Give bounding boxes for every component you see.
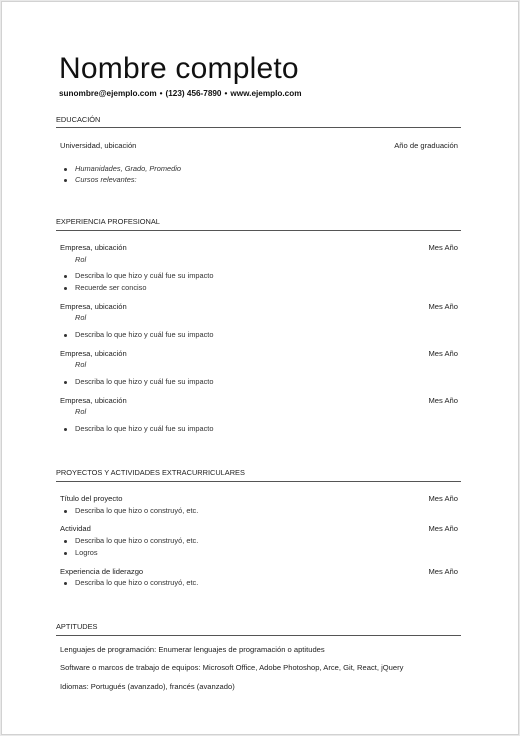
job-date: Mes Año (428, 243, 458, 252)
section-title-experience: EXPERIENCIA PROFESIONAL (56, 217, 160, 226)
job-role: Rol (75, 255, 87, 264)
separator: • (159, 89, 163, 98)
phone: (123) 456-7890 (165, 89, 222, 98)
list-item: Describa lo que hizo y cuál fue su impacto (75, 330, 214, 339)
project-date: Mes Año (428, 567, 458, 576)
company: Empresa, ubicación (60, 302, 127, 311)
company: Empresa, ubicación (60, 396, 127, 405)
graduation-date: Año de graduación (394, 141, 458, 150)
list-item: Humanidades, Grado, Promedio (75, 164, 181, 173)
resume-page (1, 1, 519, 735)
list-item: Describa lo que hizo y cuál fue su impacto (75, 271, 214, 280)
list-item: Describa lo que hizo y cuál fue su impacto (75, 424, 214, 433)
section-divider (56, 481, 461, 482)
list-item: Describa lo que hizo o construyó, etc. (75, 578, 199, 587)
list-item: Describa lo que hizo o construyó, etc. (75, 536, 199, 545)
project-name: Experiencia de liderazgo (60, 567, 144, 576)
contact-line (59, 89, 302, 98)
job-role: Rol (75, 360, 87, 369)
skill-line: Software o marcos de trabajo de equipos: Microsoft Office, Adobe Photoshop, Arce, Git, React, jQuery (60, 663, 404, 672)
job-role: Rol (75, 313, 87, 322)
project-date: Mes Año (428, 524, 458, 533)
list-item: Recuerde ser conciso (75, 283, 147, 292)
section-divider (56, 635, 461, 636)
section-title-education: EDUCACIÓN (56, 115, 101, 124)
full-name: Nombre completo (59, 52, 299, 85)
project-name: Actividad (60, 524, 91, 533)
school: Universidad, ubicación (60, 141, 137, 150)
skill-line: Idiomas: Portugués (avanzado), francés (avanzado) (60, 682, 235, 691)
company: Empresa, ubicación (60, 349, 127, 358)
list-item: Describa lo que hizo y cuál fue su impacto (75, 377, 214, 386)
company: Empresa, ubicación (60, 243, 127, 252)
list-item: Cursos relevantes: (75, 175, 137, 184)
section-divider (56, 230, 461, 231)
job-role: Rol (75, 407, 87, 416)
skill-line: Lenguajes de programación: Enumerar lenguajes de programación o aptitudes (60, 645, 325, 654)
section-title-projects: PROYECTOS Y ACTIVIDADES EXTRACURRICULARES (56, 468, 245, 477)
project-date: Mes Año (428, 494, 458, 503)
section-divider (56, 127, 461, 128)
list-item: Logros (75, 548, 98, 557)
job-date: Mes Año (428, 396, 458, 405)
project-name: Título del proyecto (60, 494, 123, 503)
list-item: Describa lo que hizo o construyó, etc. (75, 506, 199, 515)
section-title-skills: APTITUDES (56, 622, 98, 631)
separator: • (224, 89, 228, 98)
email: sunombre@ejemplo.com (59, 89, 157, 98)
website: www.ejemplo.com (230, 89, 302, 98)
job-date: Mes Año (428, 349, 458, 358)
job-date: Mes Año (428, 302, 458, 311)
